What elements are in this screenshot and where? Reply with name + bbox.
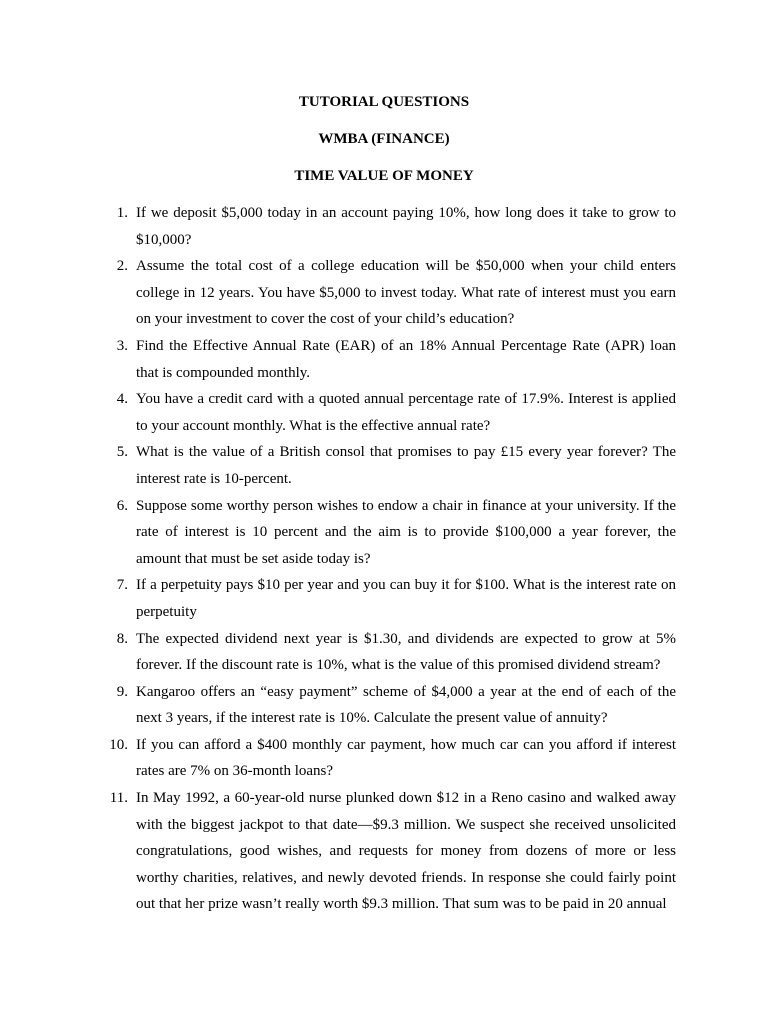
question-number: 1. bbox=[116, 205, 128, 221]
question-number: 9. bbox=[116, 683, 128, 700]
question-item bbox=[0, 493, 768, 573]
question-item bbox=[0, 253, 768, 333]
question-number: 5. bbox=[116, 444, 128, 461]
question-text: If you can afford a $400 monthly car payment, how much car can you afford if interest rates are 7% on 36-month loans? bbox=[136, 736, 676, 780]
question-text: Suppose some worthy person wishes to endow a chair in finance at your university. If the rate of interest is 10 percent and the aim is to provide $100,000 a year forever, the amount that must be set aside today is? bbox=[136, 497, 676, 567]
question-item bbox=[0, 732, 768, 785]
question-number: 2. bbox=[116, 258, 128, 275]
question-number: 7. bbox=[116, 577, 128, 594]
question-text: In May 1992, a 60-year-old nurse plunked down $12 in a Reno casino and walked away with the biggest jackpot to that date—$9.3 million. We suspect she received unsolicited congratulations, good wishes, and requests for money from dozens of more or less worthy charities, relatives, and newly devoted friends. In response she could fairly point out that her prize wasn’t really worth $9.3 million. That sum was to be paid in 20 annual bbox=[136, 790, 676, 913]
question-text: What is the value of a British consol that promises to pay £15 every year forever? The interest rate is 10-percent. bbox=[136, 444, 676, 487]
question-text: If we deposit $5,000 today in an account paying 10%, how long does it take to grow to $10,000? bbox=[136, 205, 676, 248]
question-text: Find the Effective Annual Rate (EAR) of an 18% Annual Percentage Rate (APR) loan that is compounded monthly. bbox=[136, 337, 676, 381]
question-number: 4. bbox=[116, 391, 128, 408]
question-text: Kangaroo offers an “easy payment” scheme of $4,000 a year at the end of each of the next 3 years, if the interest rate is 10%. Calculate the present value of annuity? bbox=[136, 683, 676, 727]
question-text: If a perpetuity pays $10 per year and you can buy it for $100. What is the interest rate on perpetuity bbox=[136, 577, 676, 620]
question-number: 6. bbox=[116, 497, 128, 514]
question-list bbox=[0, 200, 768, 918]
course-subtitle: WMBA (FINANCE) bbox=[318, 131, 450, 147]
question-item bbox=[0, 333, 768, 386]
question-item bbox=[0, 679, 768, 732]
topic-heading: TIME VALUE OF MONEY bbox=[294, 168, 474, 184]
question-item bbox=[0, 626, 768, 679]
question-text: The expected dividend next year is $1.30, and dividends are expected to grow at 5% forever. If the discount rate is 10%, what is the value of this promised dividend stream? bbox=[136, 630, 676, 674]
question-text: Assume the total cost of a college education will be $50,000 when your child enters college in 12 years. You have $5,000 to invest today. What rate of interest must you earn on your investment to cover the cost of your child’s education? bbox=[136, 258, 676, 328]
question-item bbox=[0, 439, 768, 492]
question-item bbox=[0, 572, 768, 625]
document-title: TUTORIAL QUESTIONS bbox=[298, 94, 470, 110]
question-number: 10. bbox=[109, 736, 128, 753]
question-number: 8. bbox=[116, 630, 128, 647]
question-item bbox=[0, 200, 768, 253]
question-number: 11. bbox=[109, 790, 128, 807]
question-text: You have a credit card with a quoted annual percentage rate of 17.9%. Interest is applied to your account monthly. What is the effective annual rate? bbox=[136, 391, 676, 434]
question-item bbox=[0, 785, 768, 918]
question-number: 3. bbox=[116, 337, 128, 354]
question-item bbox=[0, 386, 768, 439]
